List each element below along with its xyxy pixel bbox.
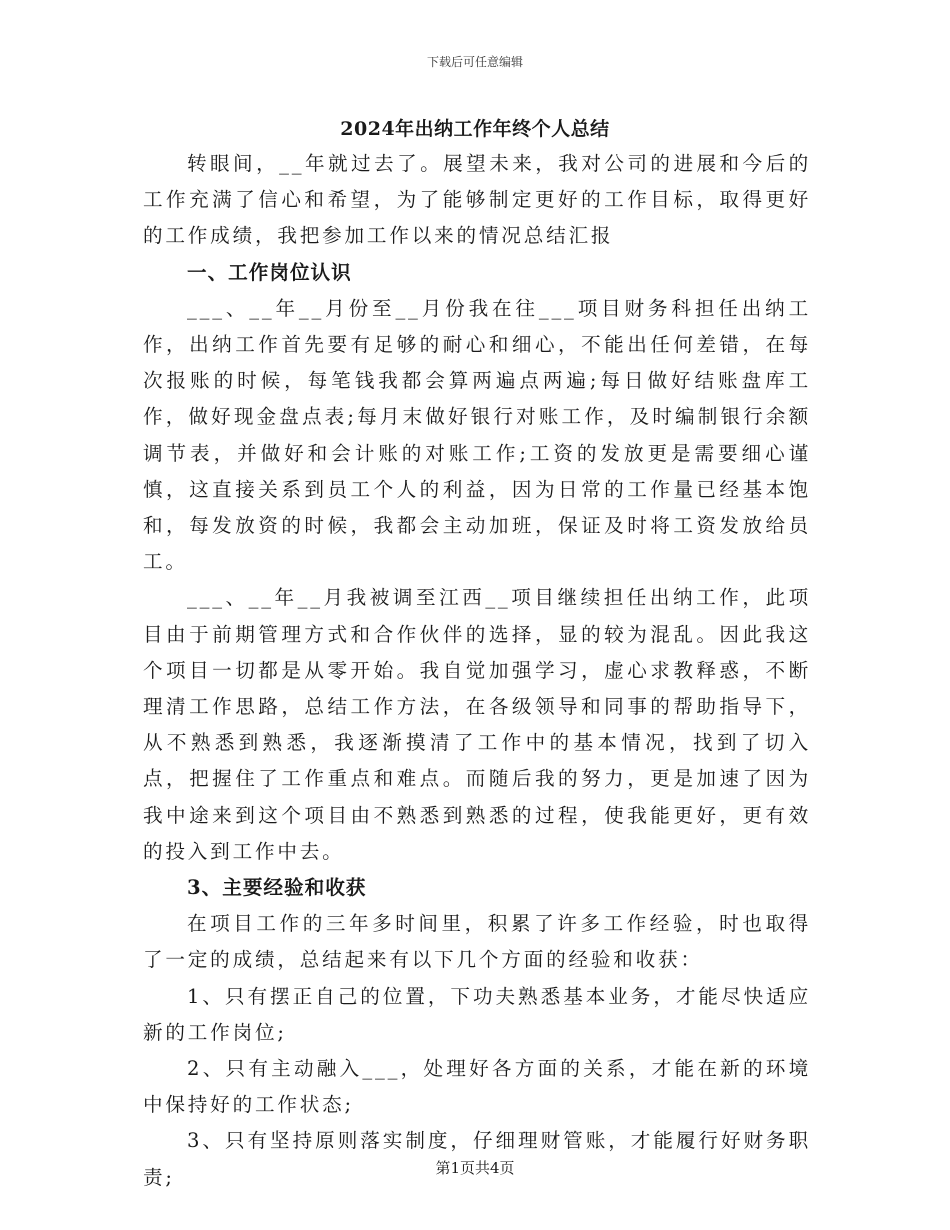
header-note: 下载后可任意编辑: [426, 55, 523, 69]
page-indicator: 第1页共4页: [435, 1159, 515, 1177]
paragraph-experience-intro: 在项目工作的三年多时间里，积累了许多工作经验，时也取得了一定的成绩，总结起来有以下几个方面的经验和收获：: [143, 912, 811, 972]
list-item-1: 1、只有摆正自己的位置，下功夫熟悉基本业务，才能尽快适应新的工作岗位;: [143, 984, 811, 1044]
list-item-3: 3、只有坚持原则落实制度，仔细理财管账，才能履行好财务职责;: [143, 1129, 811, 1189]
document-body: [143, 146, 811, 1196]
document-title: 2024年出纳工作年终个人总结: [340, 118, 610, 140]
paragraph-jiangxi-assignment: ___、__年__月我被调至江西__项目继续担任出纳工作，此项目由于前期管理方式和合作伙伴的选择，显的较为混乱。因此我这个项目一切都是从零开始。我自觉加强学习，虚心求教释惑，不断理清工作思路，总结工作方法，在各级领导和同事的帮助指导下，从不熟悉到熟悉，我逐渐摸清了工作中的基本情况，找到了切入点，把握住了工作重点和难点。而随后我的努力，更是加速了因为我中途来到这个项目由不熟悉到熟悉的过程，使我能更好，更有效的投入到工作中去。: [143, 586, 811, 863]
section-heading-experience: 3、主要经验和收获: [187, 876, 367, 900]
intro-paragraph: 转眼间，__年就过去了。展望未来，我对公司的进展和今后的工作充满了信心和希望，为了能够制定更好的工作目标，取得更好的工作成绩，我把参加工作以来的情况总结汇报: [143, 152, 811, 248]
section-heading-job-understanding: 一、工作岗位认识: [187, 260, 352, 284]
paragraph-first-assignment: ___、__年__月份至__月份我在往___项目财务科担任出纳工作，出纳工作首先要有足够的耐心和细心，不能出任何差错，在每次报账的时候，每笔钱我都会算两遍点两遍;每日做好结账盘库工作，做好现金盘点表;每月末做好银行对账工作，及时编制银行余额调节表，并做好和会计账的对账工作;工资的发放更是需要细心谨慎，这直接关系到员工个人的利益，因为日常的工作量已经基本饱和，每发放资的时候，我都会主动加班，保证及时将工资发放给员工。: [143, 296, 811, 574]
list-item-2: 2、只有主动融入___，处理好各方面的关系，才能在新的环境中保持好的工作状态;: [143, 1057, 811, 1117]
